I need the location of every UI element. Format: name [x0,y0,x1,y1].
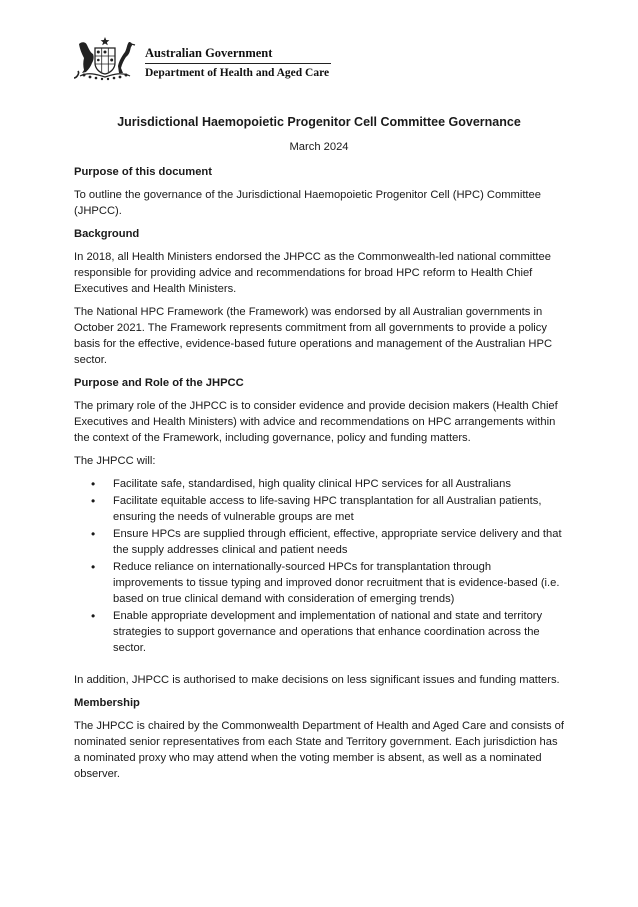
document-body [74,114,564,789]
document-title: Jurisdictional Haemopoietic Progenitor Cell Committee Governance [117,115,521,129]
purpose-paragraph: To outline the governance of the Jurisdictional Haemopoietic Progenitor Cell (HPC) Committee (JHPCC). [74,189,541,217]
list-item: • Enable appropriate development and implementation of national and state and territory strategies to support governance and operations that enhance coordination across the sector. [113,608,564,656]
list-item: • Facilitate equitable access to life-saving HPC transplantation for all Australian patients, ensuring the needs of vulnerable groups are met [113,493,564,525]
coat-of-arms-icon [72,36,138,82]
role-bullet-list [74,476,564,656]
role-paragraph-2: In addition, JHPCC is authorised to make decisions on less significant issues and funding matters. [74,674,560,686]
background-paragraph-1: In 2018, all Health Ministers endorsed the JHPCC as the Commonwealth-led national committee responsible for providing advice and recommendations for broad HPC reform to Health Chief Executives and Health Ministers. [74,251,551,295]
list-item: • Facilitate safe, standardised, high quality clinical HPC services for all Australians [113,476,564,492]
department-name: Department of Health and Aged Care [145,67,330,79]
document-date: March 2024 [289,141,349,153]
role-heading: Purpose and Role of the JHPCC [74,377,244,389]
membership-paragraph: The JHPCC is chaired by the Commonwealth Department of Health and Aged Care and consists of nominated senior representatives from each State and Territory government. Each jurisdiction has a nominated proxy who may attend when the voting member is absent, as well as a nominated observer. [74,720,565,780]
page-header [72,36,352,86]
membership-heading: Membership [74,697,140,709]
role-intro: The JHPCC will: [74,455,156,467]
purpose-heading: Purpose of this document [74,166,212,178]
list-item: • Ensure HPCs are supplied through efficient, effective, appropriate service delivery and that the supply addresses clinical and patient needs [113,526,564,558]
government-name: Australian Government [145,46,273,60]
list-item: • Reduce reliance on internationally-sourced HPCs for transplantation through improvements to tissue typing and improved donor recruitment that is evidence-based (i.e. based on true clinical demand with consideration of emerging trends) [113,559,564,607]
background-heading: Background [74,228,140,240]
background-paragraph-2: The National HPC Framework (the Framework) was endorsed by all Australian governments in October 2021. The Framework represents commitment from all governments to provide a policy basis for the effective, evidence-based future operations and management of the Australian HPC sector. [74,306,553,366]
role-paragraph-1: The primary role of the JHPCC is to consider evidence and provide decision makers (Health Chief Executives and Health Ministers) with advice and recommendations on HPC arrangements within the context of the Framework, including governance, policy and funding matters. [74,400,558,444]
header-divider [145,63,331,64]
